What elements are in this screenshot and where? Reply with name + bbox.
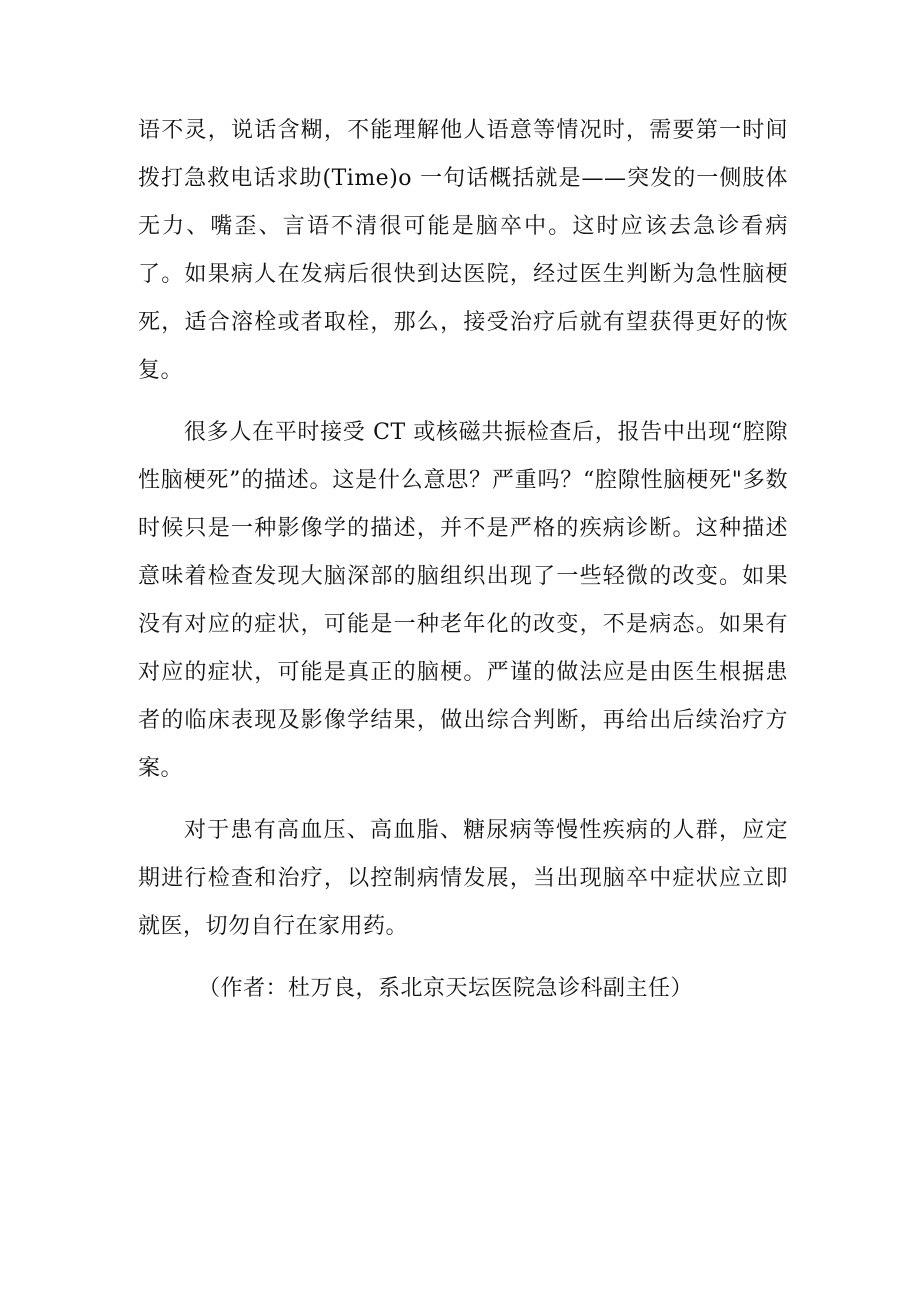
paragraph-1: 语不灵，说话含糊，不能理解他人语意等情况时，需要第一时间拨打急救电话求助(Time)o 一句话概括就是——突发的一侧肢体无力、嘴歪、言语不清很可能是脑卒中。这时应该去急诊看病了。如果病人在发病后很快到达医院，经过医生判断为急性脑梗死，适合溶栓或者取栓，那么，接受治疗后就有望获得更好的恢复。 (138, 118, 788, 383)
article-body (138, 107, 788, 1027)
author-byline: （作者：杜万良，系北京天坛医院急诊科副主任） (198, 976, 694, 1001)
paragraph-2: 很多人在平时接受 CT 或核磁共振检查后，报告中出现“腔隙性脑梗死”的描述。这是什么意思？严重吗？“腔隙性脑梗死"多数时候只是一种影像学的描述，并不是严格的疾病诊断。这种描述意味着检查发现大脑深部的脑组织出现了一些轻微的改变。如果没有对应的症状，可能是一种老年化的改变，不是病态。如果有对应的症状，可能是真正的脑梗。严谨的做法应是由医生根据患者的临床表现及影像学结果，做出综合判断，再给出后续治疗方案。 (138, 420, 788, 781)
paragraph-3: 对于患有高血压、高血脂、糖尿病等慢性疾病的人群，应定期进行检查和治疗，以控制病情发展，当出现脑卒中症状应立即就医，切勿自行在家用药。 (138, 818, 788, 939)
